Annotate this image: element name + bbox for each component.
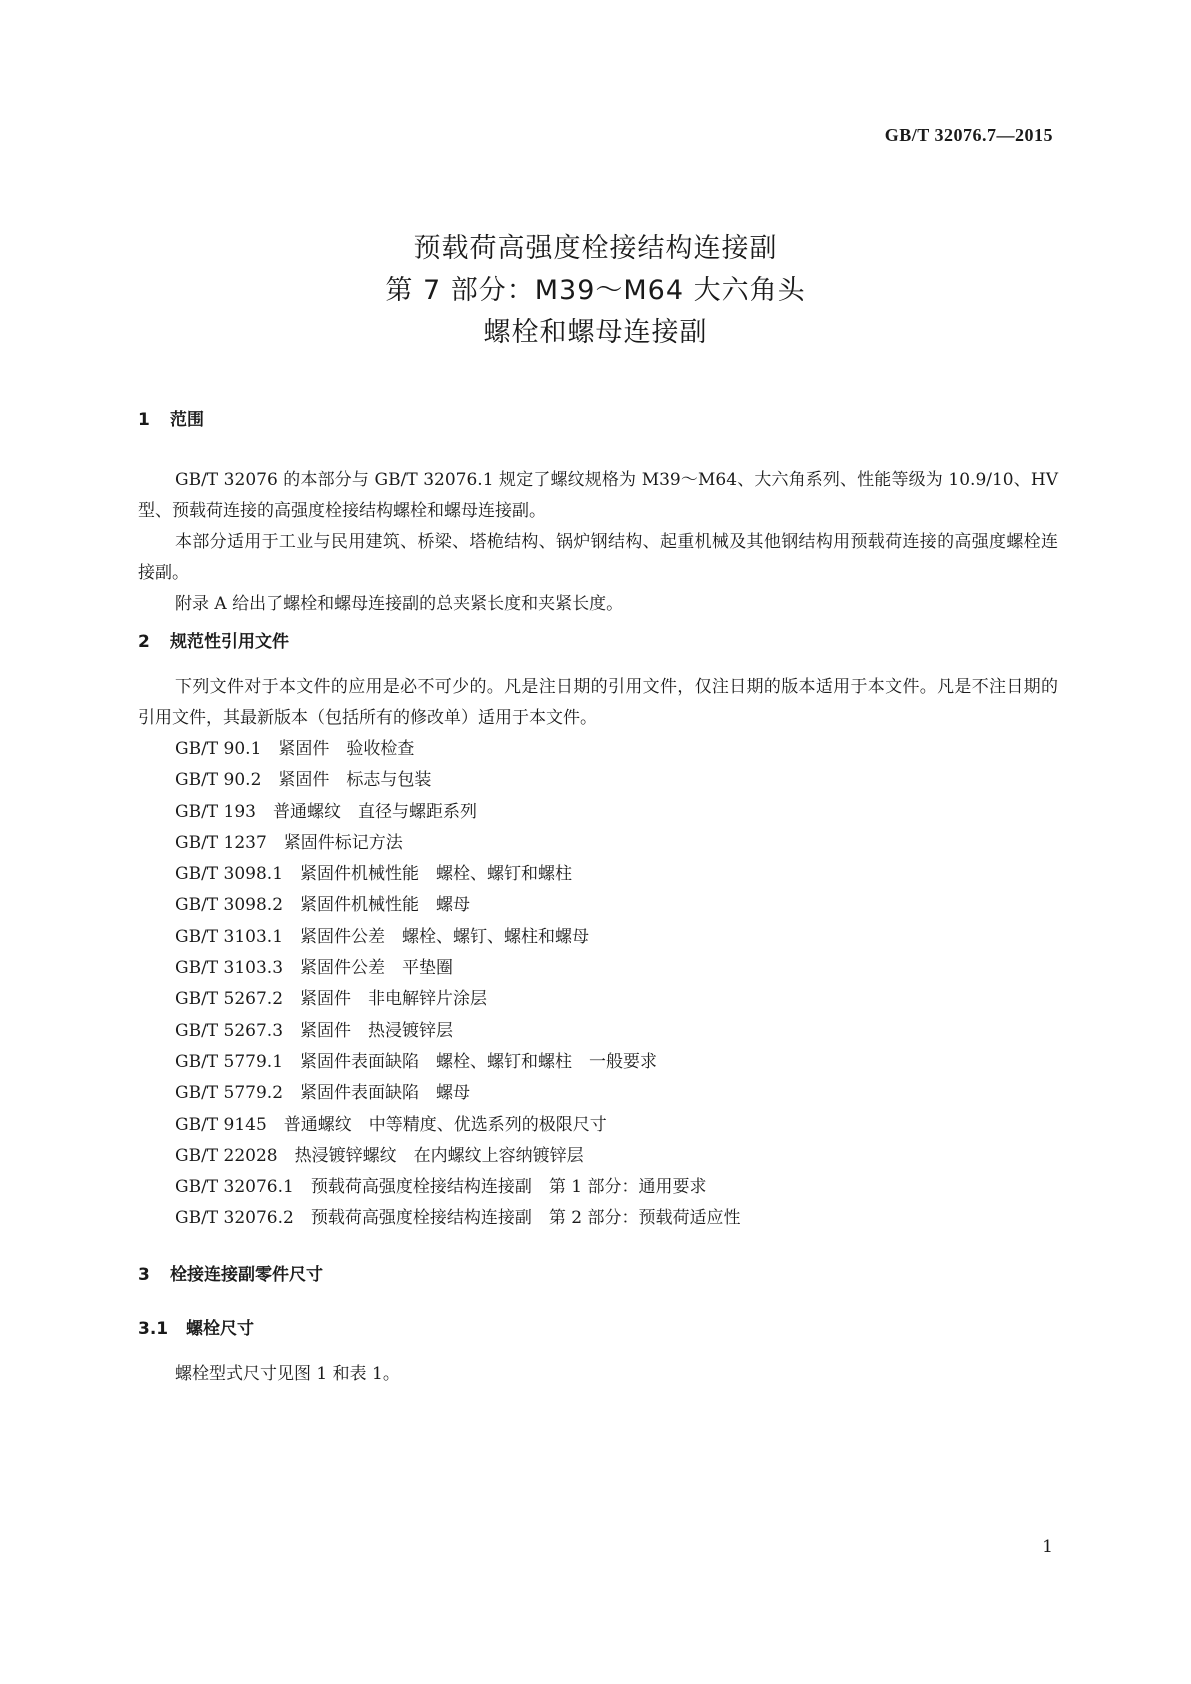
section-title: 栓接连接副零件尺寸 [170,1264,323,1285]
section-1-heading [138,405,1058,435]
document-title [0,228,1191,354]
page-number: 1 [1042,1537,1053,1557]
section-3-heading [138,1260,1058,1290]
title-line-2: 第 7 部分：M39～M64 大六角头 [385,275,806,306]
reference-item: GB/T 3098.2 紧固件机械性能 螺母 [175,895,471,916]
section-number: 1 [138,410,150,430]
scope-paragraph-1: GB/T 32076 的本部分与 GB/T 32076.1 规定了螺纹规格为 M39～M64、大六角系列、性能等级为 10.9/10、HV 型、预载荷连接的高强度栓接结构螺栓和螺母连接副。 [138,470,1058,521]
section-number: 2 [138,632,150,652]
bolt-dimensions-paragraph: 螺栓型式尺寸见图 1 和表 1。 [175,1363,400,1384]
title-line-3: 螺栓和螺母连接副 [483,317,708,348]
reference-item: GB/T 32076.2 预载荷高强度栓接结构连接副 第 2 部分：预载荷适应性 [175,1208,741,1229]
document-body [138,405,1058,1390]
reference-item: GB/T 90.1 紧固件 验收检查 [175,739,415,759]
reference-item: GB/T 3103.3 紧固件公差 平垫圈 [175,958,454,979]
section-title: 规范性引用文件 [170,632,289,652]
section-title: 范围 [170,410,204,430]
section-number: 3 [138,1264,150,1285]
reference-item: GB/T 5779.1 紧固件表面缺陷 螺栓、螺钉和螺柱 一般要求 [175,1051,658,1072]
references-intro: 下列文件对于本文件的应用是必不可少的。凡是注日期的引用文件，仅注日期的版本适用于本文件。凡是不注日期的引用文件，其最新版本（包括所有的修改单）适用于本文件。 [138,677,1058,728]
reference-item: GB/T 5779.2 紧固件表面缺陷 螺母 [175,1083,471,1104]
reference-item: GB/T 5267.2 紧固件 非电解锌片涂层 [175,989,488,1010]
standard-code: GB/T 32076.7—2015 [884,125,1053,145]
reference-item: GB/T 5267.3 紧固件 热浸镀锌层 [175,1020,454,1041]
reference-item: GB/T 3103.1 紧固件公差 螺栓、螺钉、螺柱和螺母 [175,926,590,947]
subsection-number: 3.1 [138,1318,169,1339]
reference-list [138,734,1058,1235]
reference-item: GB/T 22028 热浸镀锌螺纹 在内螺纹上容纳镀锌层 [175,1145,584,1166]
reference-item: GB/T 193 普通螺纹 直径与螺距系列 [175,801,477,822]
scope-paragraph-2: 本部分适用于工业与民用建筑、桥梁、塔桅结构、锅炉钢结构、起重机械及其他钢结构用预载荷连接的高强度螺栓连接副。 [138,532,1058,583]
subsection-3-1-heading [138,1314,1058,1344]
scope-paragraph-3: 附录 A 给出了螺栓和螺母连接副的总夹紧长度和夹紧长度。 [175,594,624,614]
subsection-title: 螺栓尺寸 [186,1318,254,1339]
reference-item: GB/T 3098.1 紧固件机械性能 螺栓、螺钉和螺柱 [175,864,573,885]
section-2-heading [138,627,1058,657]
reference-item: GB/T 90.2 紧固件 标志与包装 [175,770,432,791]
reference-item: GB/T 32076.1 预载荷高强度栓接结构连接副 第 1 部分：通用要求 [175,1177,707,1198]
reference-item: GB/T 9145 普通螺纹 中等精度、优选系列的极限尺寸 [175,1114,607,1135]
reference-item: GB/T 1237 紧固件标记方法 [175,832,403,853]
title-line-1: 预载荷高强度栓接结构连接副 [413,233,778,264]
